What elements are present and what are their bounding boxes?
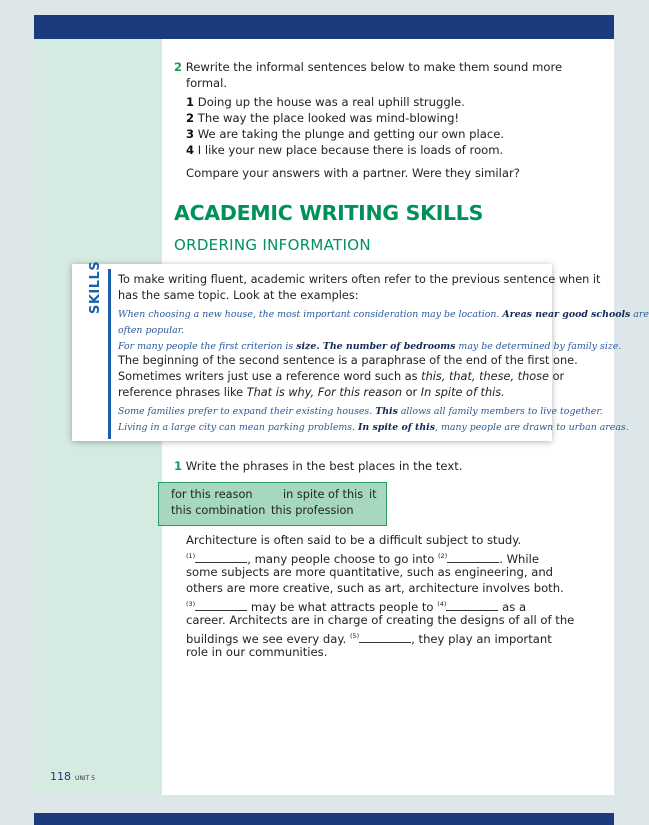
gap-1[interactable] [195, 551, 247, 563]
skills-paragraph: The beginning of the second sentence is a paraphrase of the end of the first one. [118, 354, 578, 367]
passage-line: $^{(3)}$ may be what attracts people to $^{(4)}$ as a [186, 600, 527, 614]
example-1: When choosing a new house, the most important consideration may be location. Areas near good schools are [118, 309, 649, 320]
exercise-number: 2 [174, 60, 183, 74]
instruction-text: Rewrite the informal sentences below to make them sound more [185, 60, 563, 74]
followup-text: Compare your answers with a partner. Were they similar? [186, 166, 520, 180]
page-number: 118 [50, 770, 71, 783]
example-3: Some families prefer to expand their existing houses. This allows all family members to live together. [118, 406, 603, 417]
section-subtitle: ORDERING INFORMATION [174, 236, 371, 254]
word-bank-item: for this reason [171, 488, 253, 501]
gap-4[interactable] [446, 599, 498, 611]
skills-paragraph: reference phrases like That is why, For this reason or In spite of this. [118, 386, 505, 399]
skills-intro: To make writing fluent, academic writers often refer to the previous sentence when it [118, 273, 601, 286]
unit-label: UNIT 5 [75, 775, 96, 782]
example-2: For many people the first criterion is size. The number of bedrooms may be determined by family size. [118, 341, 622, 352]
passage-line: $^{(1)}$ , many people choose to go into $^{(2)}$ . While [186, 552, 539, 566]
gap-2[interactable] [447, 551, 499, 563]
list-item: 3 We are taking the plunge and getting our own place. [186, 127, 505, 141]
gap-3[interactable] [195, 599, 247, 611]
skills-paragraph: Sometimes writers just use a reference word such as this, that, these, those or [118, 370, 565, 383]
textbook-page [34, 39, 649, 795]
bottom-banner [34, 813, 614, 825]
page-footer [50, 770, 95, 783]
gap-5[interactable] [359, 631, 411, 643]
word-bank [158, 482, 387, 526]
passage-line: role in our communities. [186, 645, 328, 659]
passage-line: Architecture is often said to be a difficult subject to study. [186, 533, 522, 547]
skills-box [72, 260, 649, 441]
exercise-1-instruction: 1 Write the phrases in the best places in the text. [174, 459, 463, 473]
exercise-2-instruction [174, 59, 562, 75]
skills-label: SKILLS [88, 260, 103, 314]
list-item: 1 Doing up the house was a real uphill struggle. [186, 95, 465, 109]
word-bank-item: in spite of this [283, 488, 364, 501]
list-item: 2 The way the place looked was mind-blowing! [186, 111, 460, 125]
word-bank-item: it [369, 488, 377, 501]
passage-line: some subjects are more quantitative, such as engineering, and [186, 565, 554, 579]
skills-bar [108, 269, 111, 439]
passage-line: others are more creative, such as art, architecture involves both. [186, 581, 564, 595]
passage-line: career. Architects are in charge of creating the designs of all of the [186, 613, 575, 627]
word-bank-item: this profession [271, 504, 354, 517]
top-banner [34, 15, 614, 39]
example-4: Living in a large city can mean parking problems. In spite of this, many people are drawn to urban areas. [118, 422, 629, 433]
skills-intro-cont: has the same topic. Look at the examples: [118, 289, 359, 302]
section-title: ACADEMIC WRITING SKILLS [174, 201, 484, 225]
example-1-cont: often popular. [118, 325, 185, 336]
list-item: 4 I like your new place because there is loads of room. [186, 143, 504, 157]
word-bank-item: this combination [171, 504, 266, 517]
passage-line: buildings we see every day. $^{(5)}$ , they play an important [186, 632, 552, 646]
instruction-text-cont: formal. [186, 76, 228, 90]
